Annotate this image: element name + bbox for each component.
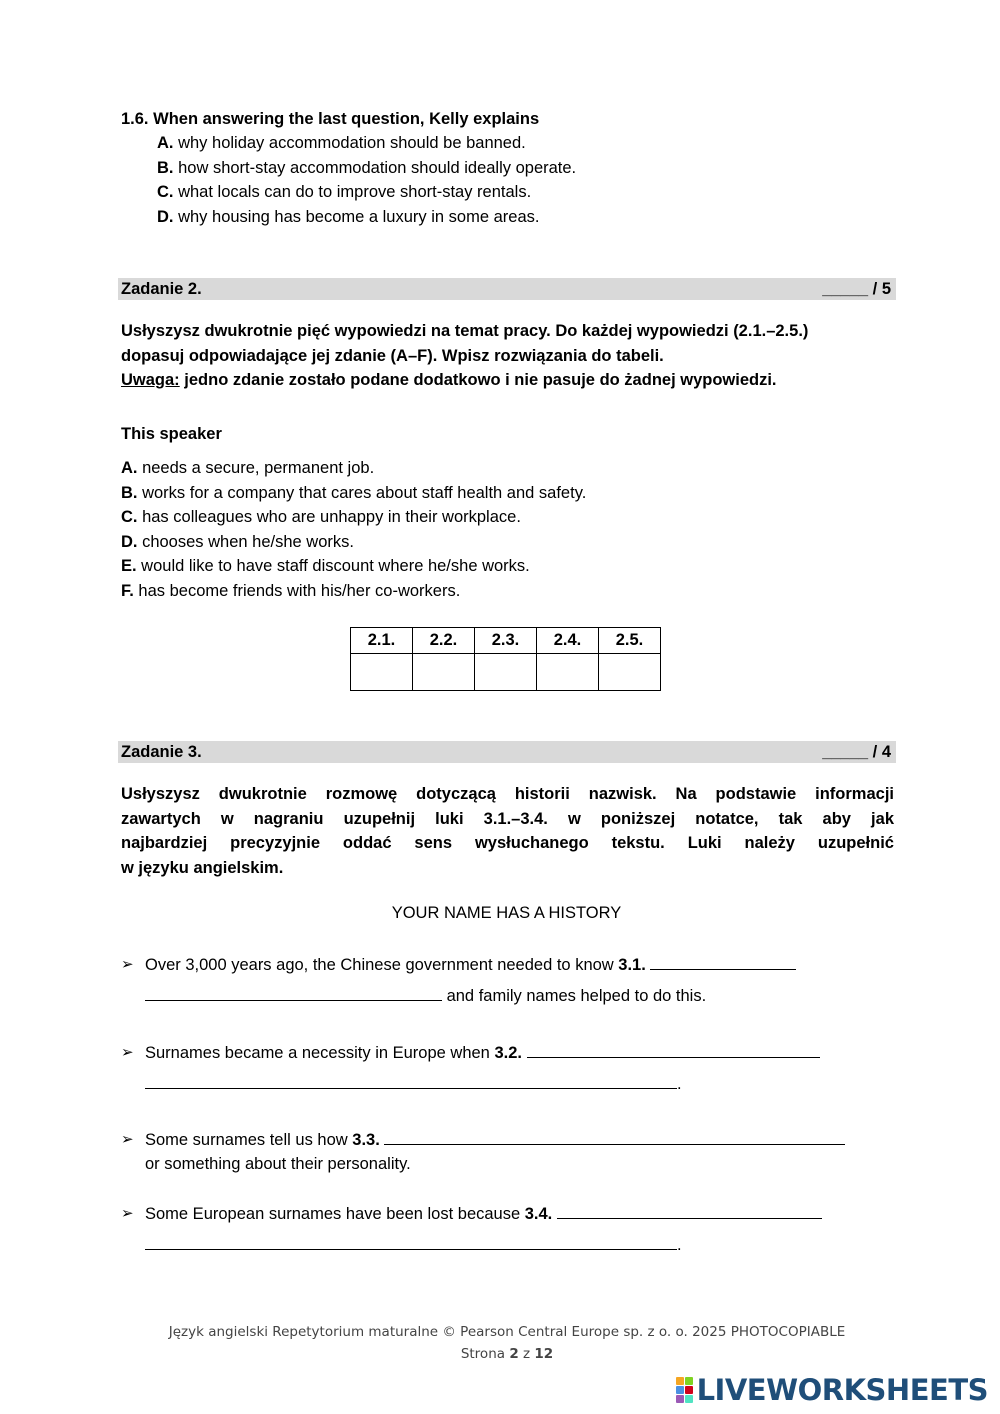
task-2-option-d: D. chooses when he/she works.: [121, 532, 354, 551]
note-item-3-4: ➢ Some European surnames have been lost because 3.4. .: [121, 1204, 901, 1264]
question-1-6-option-a[interactable]: A. why holiday accommodation should be banned.: [157, 134, 526, 152]
note-item-3-1: ➢ Over 3,000 years ago, the Chinese government needed to know 3.1. and family names helped to do this.: [121, 955, 901, 1015]
logo-mark-icon: [676, 1377, 693, 1403]
arrow-bullet-icon: ➢: [121, 1131, 134, 1148]
arrow-bullet-icon: ➢: [121, 1044, 134, 1061]
task-2-note: Uwaga: jedno zdanie zostało podane dodatkowo i nie pasuje do żadnej wypowiedzi.: [121, 371, 777, 389]
question-1-6-stem: 1.6. When answering the last question, Kelly explains: [121, 110, 540, 128]
note-item-3-2: ➢ Surnames became a necessity in Europe when 3.2. .: [121, 1043, 901, 1103]
footer-page-number: Strona 2 z 12: [460, 1346, 554, 1362]
question-1-6-option-b[interactable]: B. how short-stay accommodation should ideally operate.: [157, 158, 577, 177]
gap-3-2-line-1[interactable]: [527, 1043, 820, 1058]
task-2-score: _____ / 5: [822, 280, 891, 298]
question-1-6-option-d[interactable]: D. why housing has become a luxury in some areas.: [157, 207, 540, 226]
liveworksheets-logo: [676, 1373, 988, 1407]
task-2-option-b: B. works for a company that cares about staff health and safety.: [121, 483, 587, 502]
task-2-list-heading: This speaker: [121, 425, 222, 443]
answer-cell-2-3[interactable]: [475, 654, 537, 691]
answer-cell-2-1[interactable]: [351, 654, 413, 691]
gap-3-4-line-1[interactable]: [557, 1204, 822, 1219]
task-2-answer-table: [350, 627, 661, 691]
task-2-options: [121, 457, 586, 604]
question-1-6: [121, 108, 576, 230]
task-2-instruction: Usłyszysz dwukrotnie pięć wypowiedzi na temat pracy. Do każdej wypowiedzi (2.1.–2.5.) dopasuj odpowiadające jej zdanie (A–F). Wpisz rozwiązania do tabeli. Uwaga: jedno zdanie zostało podane dodatkowo i nie pasuje do żadnej wypowiedzi.: [121, 319, 894, 393]
question-1-6-option-c[interactable]: C. what locals can do to improve short-stay rentals.: [157, 183, 532, 201]
note-item-3-3: ➢ Some surnames tell us how 3.3. or something about their personality.: [121, 1130, 901, 1180]
table-header-2-1: 2.1.: [351, 628, 413, 654]
task-2-option-a: A. needs a secure, permanent job.: [121, 459, 375, 477]
arrow-bullet-icon: ➢: [121, 1205, 134, 1222]
task-2-option-f: F. has become friends with his/her co-workers.: [121, 581, 461, 600]
gap-3-1-line-2[interactable]: [145, 986, 442, 1001]
task-3-header: [118, 741, 896, 763]
arrow-bullet-icon: ➢: [121, 956, 134, 973]
task-3-title: Zadanie 3.: [121, 743, 202, 761]
table-header-2-2: 2.2.: [413, 628, 475, 654]
gap-3-3[interactable]: [384, 1130, 845, 1145]
gap-3-1-line-1[interactable]: [650, 955, 796, 970]
answer-cell-2-2[interactable]: [413, 654, 475, 691]
notes-title: YOUR NAME HAS A HISTORY: [391, 904, 622, 922]
table-header-2-4: 2.4.: [537, 628, 599, 654]
table-header-2-3: 2.3.: [475, 628, 537, 654]
task-2-option-e: E. would like to have staff discount where he/she works.: [121, 557, 530, 575]
logo-text: LIVEWORKSHEETS: [696, 1373, 988, 1407]
table-header-2-5: 2.5.: [599, 628, 661, 654]
task-2-option-c: C. has colleagues who are unhappy in their workplace.: [121, 508, 521, 526]
answer-cell-2-5[interactable]: [599, 654, 661, 691]
gap-3-2-line-2[interactable]: [145, 1074, 677, 1089]
footer-copyright: Język angielski Repetytorium maturalne © Pearson Central Europe sp. z o. o. 2025 PHOTOCOPIABLE: [168, 1324, 846, 1340]
task-2-title: Zadanie 2.: [121, 280, 202, 298]
task-3-score: _____ / 4: [822, 743, 891, 761]
task-2-header: [118, 278, 896, 300]
answer-cell-2-4[interactable]: [537, 654, 599, 691]
task-3-instruction: Usłyszysz dwukrotnie rozmowę dotyczącą historii nazwisk. Na podstawie informacji zawartych w nagraniu uzupełnij luki 3.1.–3.4. w poniższej notatce, tak aby jak najbardziej precyzyjnie oddać sens wysłuchanego tekstu. Luki należy uzupełnić w języku angielskim.: [121, 785, 894, 877]
gap-3-4-line-2[interactable]: [145, 1235, 677, 1250]
